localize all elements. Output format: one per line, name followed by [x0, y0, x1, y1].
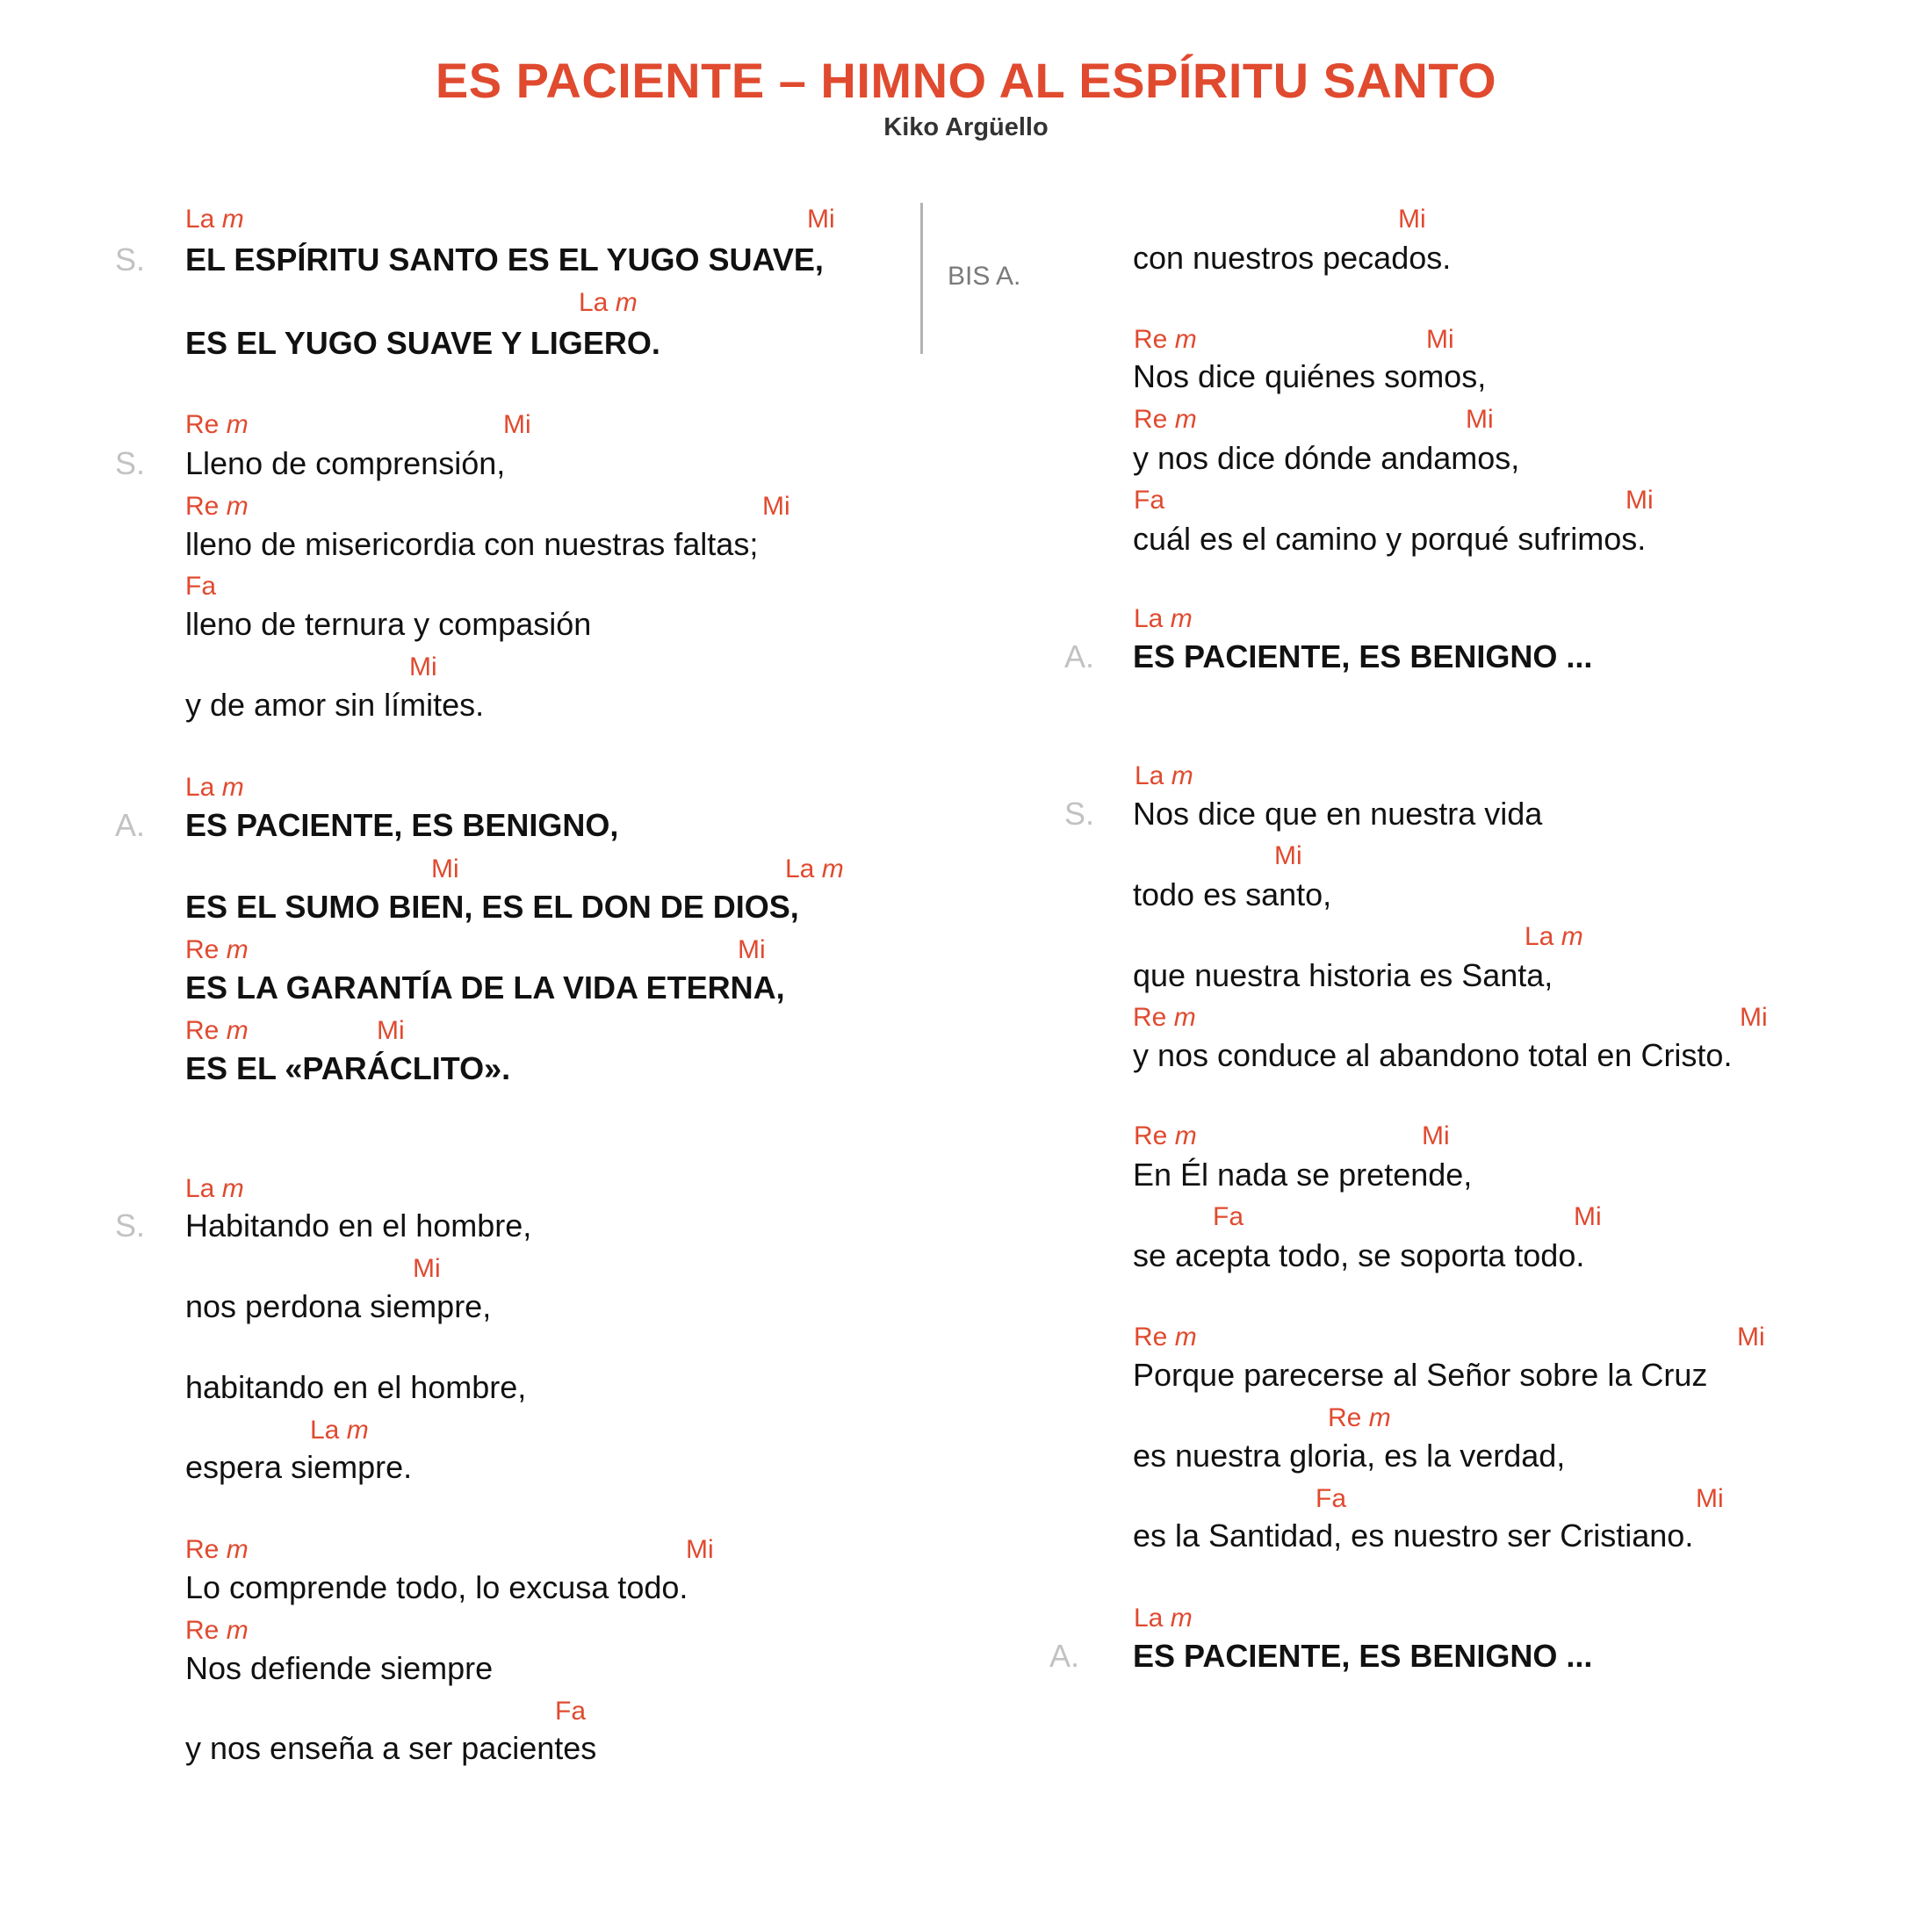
lyric-line: lleno de ternura y compasión: [185, 606, 592, 642]
lyric-line: con nuestros pecados.: [1133, 240, 1452, 276]
chord: Mi: [1398, 205, 1426, 234]
chord: Mi: [1274, 841, 1302, 870]
lyric-line: espera siempre.: [185, 1449, 413, 1485]
chord: Mi: [431, 854, 459, 883]
lyric-line: Lo comprende todo, lo excusa todo.: [185, 1569, 688, 1605]
section-label-soloist: S.: [115, 445, 146, 481]
chord: Mi: [1422, 1121, 1450, 1150]
lyric-line: ES PACIENTE, ES BENIGNO ...: [1133, 1638, 1593, 1674]
chord: La m: [1525, 922, 1583, 951]
lyric-line: todo es santo,: [1133, 876, 1332, 912]
chord: Mi: [1737, 1323, 1765, 1352]
chord: Fa: [1213, 1202, 1244, 1231]
chord: Re m: [1134, 1323, 1197, 1352]
chord: La m: [185, 1174, 244, 1203]
bis-divider-line: [920, 203, 923, 354]
chord: La m: [185, 773, 244, 802]
chord: Mi: [503, 410, 531, 439]
chord: La m: [1134, 604, 1193, 633]
chord: Mi: [413, 1254, 441, 1283]
lyric-line: ES PACIENTE, ES BENIGNO ...: [1133, 638, 1593, 674]
chord: La m: [785, 854, 844, 883]
lyric-line: que nuestra historia es Santa,: [1133, 957, 1554, 993]
lyric-line: y nos conduce al abandono total en Cristo.: [1133, 1037, 1733, 1073]
section-label-assembly: A.: [115, 807, 146, 843]
chord: Mi: [738, 935, 766, 964]
chord: Mi: [762, 492, 790, 521]
lyric-line: y nos dice dónde andamos,: [1133, 440, 1520, 476]
lyric-line: es nuestra gloria, es la verdad,: [1133, 1438, 1566, 1474]
lyric-line: y de amor sin límites.: [185, 687, 485, 723]
chord: Re m: [1134, 1121, 1197, 1150]
chord: Mi: [377, 1016, 405, 1045]
chord: La m: [579, 288, 638, 317]
lyric-line: Habitando en el hombre,: [185, 1208, 532, 1244]
chord: Fa: [555, 1697, 587, 1726]
lyric-line: y nos enseña a ser pacientes: [185, 1730, 597, 1766]
chord: Mi: [1466, 405, 1494, 434]
section-label-soloist: S.: [115, 1208, 146, 1244]
lyric-line: ES PACIENTE, ES BENIGNO,: [185, 807, 619, 843]
song-author: Kiko Argüello: [883, 113, 1049, 141]
bis-label: BIS A.: [948, 262, 1021, 291]
chord: Fa: [1316, 1484, 1347, 1513]
chord: Mi: [1574, 1202, 1602, 1231]
lyric-line: ES EL YUGO SUAVE Y LIGERO.: [185, 325, 660, 361]
chord: Re m: [185, 492, 249, 521]
lyric-line: Porque parecerse al Señor sobre la Cruz: [1133, 1357, 1708, 1393]
chord: Mi: [686, 1535, 714, 1564]
chord: Re m: [185, 935, 249, 964]
chord: Re m: [185, 1016, 249, 1045]
chord: La m: [1135, 761, 1193, 790]
lyric-line: lleno de misericordia con nuestras faltas;: [185, 526, 759, 562]
lyric-line: Nos dice que en nuestra vida: [1133, 796, 1543, 832]
section-label-assembly: A.: [1049, 1638, 1080, 1674]
chord: La m: [185, 205, 244, 234]
chord: Fa: [1134, 486, 1165, 515]
chord: Mi: [1740, 1003, 1768, 1032]
lyric-line: Lleno de comprensión,: [185, 445, 506, 481]
chord: Fa: [185, 572, 217, 601]
chord: Mi: [409, 652, 437, 681]
lyric-line: cuál es el camino y porqué sufrimos.: [1133, 521, 1647, 557]
lyric-line: ES LA GARANTÍA DE LA VIDA ETERNA,: [185, 970, 785, 1006]
lyric-line: EL ESPÍRITU SANTO ES EL YUGO SUAVE,: [185, 242, 824, 278]
chord: Mi: [1696, 1484, 1724, 1513]
lyric-line: se acepta todo, se soporta todo.: [1133, 1237, 1585, 1273]
lyric-line: ES EL «PARÁCLITO».: [185, 1050, 511, 1086]
lyric-line: es la Santidad, es nuestro ser Cristiano.: [1133, 1517, 1694, 1554]
song-title: ES PACIENTE – HIMNO AL ESPÍRITU SANTO: [435, 53, 1497, 108]
chord: Re m: [185, 1535, 249, 1564]
chord: Mi: [1626, 486, 1654, 515]
chord: Re m: [1133, 1003, 1196, 1032]
section-label-assembly: A.: [1064, 638, 1095, 674]
chord: Re m: [185, 410, 249, 439]
lyric-line: habitando en el hombre,: [185, 1369, 527, 1405]
chord: Re m: [1134, 405, 1197, 434]
chord: Mi: [1426, 325, 1454, 354]
chord: Re m: [1328, 1403, 1391, 1432]
chord: La m: [310, 1416, 369, 1445]
lyric-line: En Él nada se pretende,: [1133, 1157, 1473, 1193]
chord: Mi: [807, 205, 835, 234]
lyric-line: ES EL SUMO BIEN, ES EL DON DE DIOS,: [185, 889, 799, 925]
lyric-line: Nos dice quiénes somos,: [1133, 358, 1487, 394]
lyric-line: Nos defiende siempre: [185, 1650, 494, 1686]
chord: Re m: [1134, 325, 1197, 354]
lyric-line: nos perdona siempre,: [185, 1288, 492, 1324]
section-label-soloist: S.: [1064, 796, 1095, 832]
chord: Re m: [185, 1616, 249, 1645]
section-label-soloist: S.: [115, 242, 146, 278]
chord: La m: [1134, 1604, 1193, 1633]
